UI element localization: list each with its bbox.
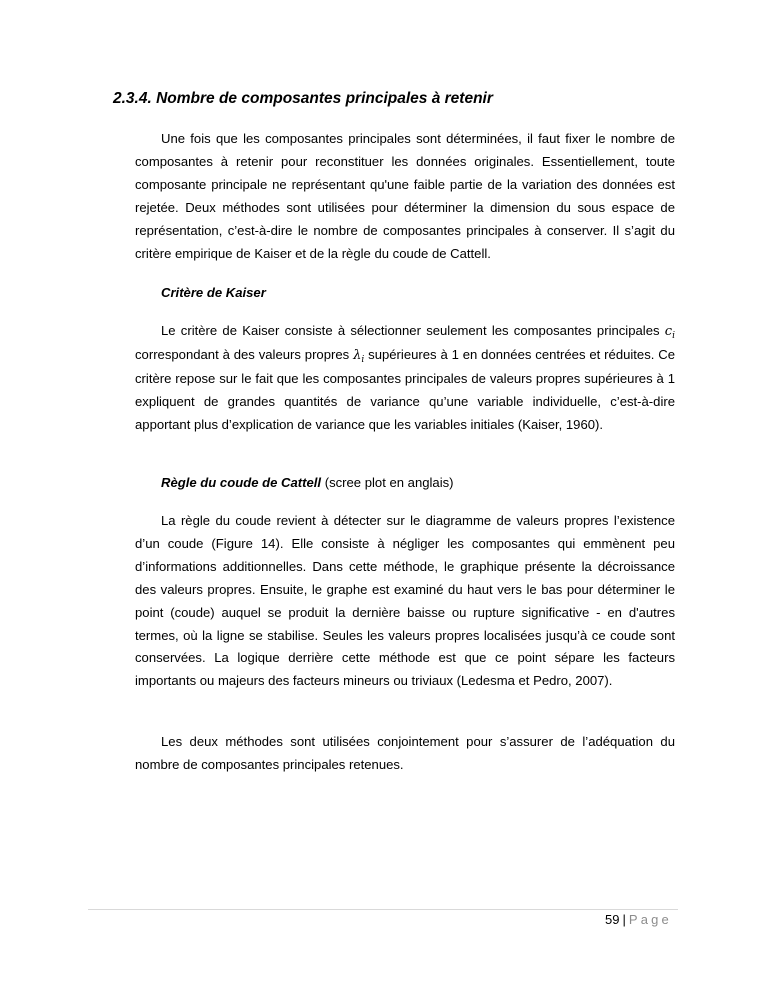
cattell-paragraph bbox=[135, 510, 675, 693]
footer-separator: | bbox=[622, 912, 626, 927]
lambda-symbol: $\lambda_i$ bbox=[353, 347, 365, 365]
footer-divider bbox=[88, 909, 678, 910]
kaiser-subheading bbox=[161, 282, 266, 305]
page-footer bbox=[605, 912, 672, 927]
conclusion-paragraph bbox=[135, 731, 675, 777]
intro-text: Une fois que les composantes principales sont déterminées, il faut fixer le nombre de composantes à retenir pour reconstituer les données originales. Essentiellement, toute composante principale ne représentant qu'une faible partie de la variation des données est rejetée. Deux méthodes sont utilisées pour déterminer la dimension du sous espace de représentation, c’est-à-dire le nombre de composantes principales à conserver. Il s’agit du critère empirique de Kaiser et de la règle du coude de Cattell. bbox=[135, 131, 675, 261]
kaiser-text-b: correspondant à des valeurs propres bbox=[135, 346, 350, 362]
conclusion-text: Les deux méthodes sont utilisées conjointement pour s’assurer de l’adéquation du nombre de composantes principales retenues. bbox=[135, 734, 675, 772]
intro-paragraph bbox=[135, 128, 675, 265]
page-label: Page bbox=[628, 912, 672, 927]
kaiser-text-c: supérieures à 1 en données centrées et réduites. Ce critère repose sur le fait que les composantes principales de valeurs propres supérieures à 1 expliquent de grandes quantités de variance qu’une variable individuelle, c’est-à-dire apportant plus d’explication de variance que les variables initiales (Kaiser, 1960). bbox=[135, 346, 675, 432]
kaiser-subheading-text: Critère de Kaiser bbox=[161, 285, 266, 300]
kaiser-paragraph bbox=[135, 320, 675, 437]
cattell-subheading bbox=[161, 472, 454, 495]
cattell-subheading-title: Règle du coude de Cattell bbox=[161, 475, 322, 490]
cattell-text: La règle du coude revient à détecter sur le diagramme de valeurs propres l’existence d’un coude (Figure 14). Elle consiste à négliger les composantes qui emmènent peu d’informations additionnelles. Dans cette méthode, le graphique présente la décroissance des valeurs propres. Ensuite, le graphe est examiné du haut vers le bas pour déterminer le point (coude) auquel se produit la dernière baisse ou rupture significative - en d'autres termes, où la ligne se stabilise. Seules les valeurs propres localisées jusqu’à ce coude sont conservées. La logique derrière cette méthode est que ce point sépare les facteurs importants ou majeurs des facteurs mineurs ou triviaux (Ledesma et Pedro, 2007). bbox=[135, 513, 675, 689]
kaiser-text-a: Le critère de Kaiser consiste à sélectionner seulement les composantes principales bbox=[161, 323, 660, 338]
ci-symbol: $c_i$ bbox=[664, 324, 676, 341]
section-heading: 2.3.4. Nombre de composantes principales à retenir bbox=[113, 90, 493, 107]
page-number: 59 bbox=[604, 912, 620, 927]
cattell-subheading-note: (scree plot en anglais) bbox=[324, 475, 454, 490]
